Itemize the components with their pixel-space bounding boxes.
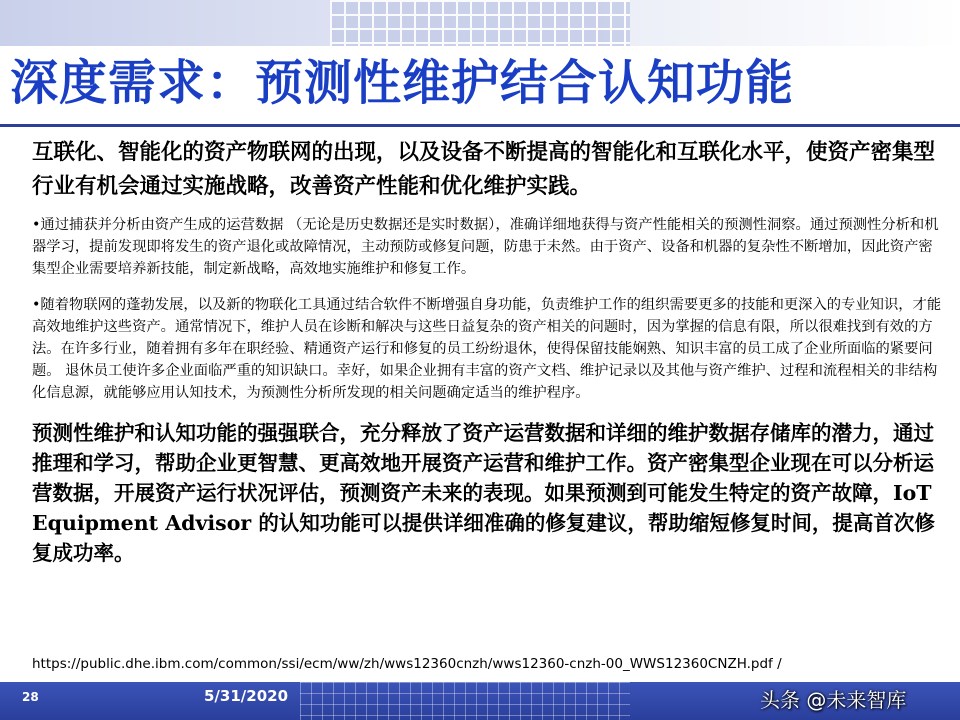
bullet-paragraph-2: •随着物联网的蓬勃发展，以及新的物联化工具通过结合软件不断增强自身功能，负责维护工作的组织需要更多的技能和更深入的专业知识，才能高效地维护这些资产。通常情况下，维护人员在诊断和解决与这些日益复杂的资产相关的问题时，因为掌握的信息有限，所以很难找到有效的方法。在许多行业，随着拥有多年在职经验、精通资产运行和修复的员工纷纷退休，使得保留技能娴熟、知识丰富的员工成了企业所面临的紧要问题。 退休员工使许多企业面临严重的知识缺口。幸好，如果企业拥有丰富的资产文档、维护记录以及其他与资产维护、过程和流程相关的非结构化信息源，就能够应用认知技术，为预测性分析所发现的相关问题确定适当的维护程序。 <box>32 296 942 402</box>
title-divider <box>0 124 960 127</box>
footer-grid-decoration <box>300 682 630 720</box>
closing-paragraph: 预测性维护和认知功能的强强联合，充分释放了资产运营数据和详细的维护数据存储库的潜力，通过推理和学习，帮助企业更智慧、更高效地开展资产运营和维护工作。资产密集型企业现在可以分析运营数据，开展资产运行状况评估，预测资产未来的表现。如果预测到可能发生特定的资产故障，IoT Equipment Advisor 的认知功能可以提供详细准确的修复建议，帮助缩短修复时间，提高首次修复成功率。 <box>32 420 935 565</box>
top-decor-band <box>0 0 960 46</box>
grid-decoration <box>330 0 630 46</box>
lead-paragraph: 互联化、智能化的资产物联网的出现，以及设备不断提高的智能化和互联化水平，使资产密集型行业有机会通过实施战略，改善资产性能和优化维护实践。 <box>32 140 936 199</box>
bullet-paragraph-1: •通过捕获并分析由资产生成的运营数据 （无论是历史数据还是实时数据），准确详细地获得与资产性能相关的预测性洞察。通过预测性分析和机器学习，提前发现即将发生的资产退化或故障情况，主动预防或修复问题，防患于未然。由于资产、设备和机器的复杂性不断增加，因此资产密集型企业需要培养新技能，制定新战略，高效地实施维护和修复工作。 <box>32 217 939 278</box>
slide-body <box>32 136 944 568</box>
page-number: 28 <box>22 690 39 704</box>
slide-title: 深度需求：预测性维护结合认知功能 <box>10 55 795 111</box>
slide-date: 5/31/2020 <box>204 687 289 705</box>
source-link[interactable]: https://public.dhe.ibm.com/common/ssi/ecm/ww/zh/wws12360cnzh/wws12360-cnzh-00_WWS12360CNZH.pdf / <box>32 656 782 672</box>
watermark-text: 头条 @未来智库 <box>760 688 907 712</box>
